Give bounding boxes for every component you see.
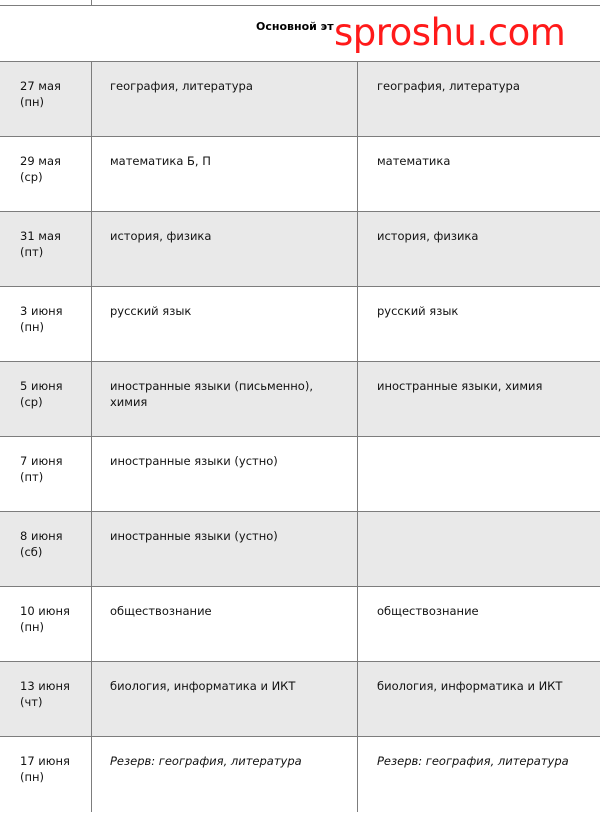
- date-cell: 5 июня (ср): [20, 379, 63, 409]
- watermark: sproshu.com: [334, 11, 566, 54]
- subjects-cell: обществознание: [377, 604, 479, 618]
- subjects-cell: русский язык: [110, 304, 192, 318]
- subjects-cell: обществознание: [110, 604, 212, 618]
- subjects-cell: история, физика: [377, 229, 479, 243]
- table-row: [0, 737, 600, 812]
- date-cell: 3 июня (пн): [20, 304, 63, 334]
- subjects-cell: математика Б, П: [110, 154, 211, 168]
- subjects-cell: иностранные языки (устно): [110, 454, 278, 468]
- reserve-subjects-cell: Резерв: география, литература: [110, 754, 302, 768]
- date-cell: 17 июня (пн): [20, 754, 70, 784]
- reserve-subjects-cell: Резерв: география, литература: [377, 754, 569, 768]
- subjects-cell: иностранные языки, химия: [377, 379, 543, 393]
- date-cell: 8 июня (сб): [20, 529, 63, 559]
- table-row: [0, 587, 600, 662]
- exam-schedule-table: [0, 62, 600, 812]
- table-row: [0, 662, 600, 737]
- date-cell: 13 июня (чт): [20, 679, 70, 709]
- table-row: [0, 62, 600, 137]
- subjects-cell: математика: [377, 154, 451, 168]
- subjects-cell: иностранные языки (устно): [110, 529, 278, 543]
- table-row: [0, 512, 600, 587]
- table-row: [0, 287, 600, 362]
- subjects-cell: биология, информатика и ИКТ: [377, 679, 563, 693]
- date-cell: 31 мая (пт): [20, 229, 61, 259]
- table-row: [0, 437, 600, 512]
- subjects-cell: история, физика: [110, 229, 212, 243]
- table-row: [0, 212, 600, 287]
- date-cell: 27 мая (пн): [20, 79, 61, 109]
- subjects-cell: география, литература: [377, 79, 520, 93]
- date-cell: 29 мая (ср): [20, 154, 61, 184]
- subjects-cell: география, литература: [110, 79, 253, 93]
- table-row: [0, 137, 600, 212]
- section-title: Основной эт: [256, 20, 334, 33]
- table-row: [0, 362, 600, 437]
- subjects-cell: биология, информатика и ИКТ: [110, 679, 296, 693]
- date-cell: 7 июня (пт): [20, 454, 63, 484]
- table-header-row: [0, 6, 600, 62]
- subjects-cell: иностранные языки (письменно), химия: [110, 379, 313, 409]
- subjects-cell: русский язык: [377, 304, 459, 318]
- date-cell: 10 июня (пн): [20, 604, 70, 634]
